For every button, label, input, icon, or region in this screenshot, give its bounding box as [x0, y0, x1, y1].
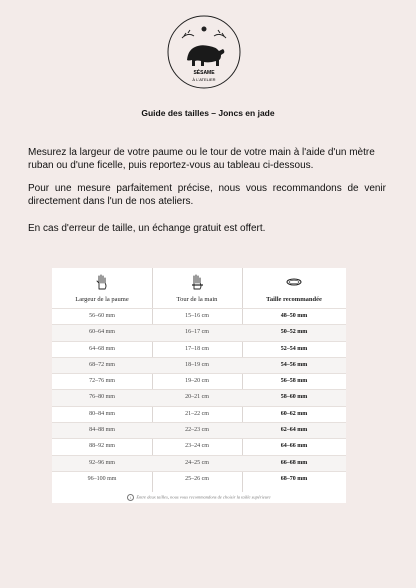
paragraph-precise: Pour une mesure parfaitement précise, nous vous recommandons de venir directement dans l'un de nos ateliers. — [28, 183, 386, 207]
palm-width-cell: 88–92 mm — [89, 443, 115, 450]
recommended-size-cell: 68–70 mm — [280, 475, 308, 482]
hand-circumference-cell: 19–20 cm — [185, 378, 209, 385]
logo-line2: À L'ATELIER — [192, 77, 216, 82]
table-row — [52, 455, 346, 471]
column-header-hand — [152, 268, 242, 308]
table-row — [52, 341, 346, 357]
hand-circumference-cell: 22–23 cm — [185, 427, 209, 434]
column-header-palm — [52, 268, 152, 308]
recommended-size-cell: 62–64 mm — [280, 427, 308, 434]
column-label-hand: Tour de la main — [176, 296, 218, 303]
brand-logo — [166, 14, 242, 90]
column-header-size — [242, 268, 346, 308]
palm-width-cell: 56–60 mm — [89, 313, 115, 319]
table-note-text: Entre deux tailles, nous vous recommandons de choisir la taille supérieure — [136, 494, 271, 500]
table-row — [52, 308, 346, 324]
table-row — [52, 422, 346, 438]
table-row — [52, 389, 346, 405]
palm-width-cell: 72–76 mm — [89, 378, 115, 385]
palm-width-cell: 68–72 mm — [89, 361, 115, 368]
table-header — [52, 268, 346, 308]
recommended-size-cell: 52–54 mm — [280, 345, 308, 352]
info-icon: i — [127, 494, 134, 501]
table-row — [52, 324, 346, 340]
hand-circumference-cell: 24–25 cm — [185, 459, 209, 466]
recommended-size-cell: 54–56 mm — [280, 361, 308, 368]
table-row — [52, 471, 346, 487]
recommended-size-cell: 58–60 mm — [280, 394, 308, 401]
hand-circumference-cell: 23–24 cm — [185, 443, 209, 450]
hand-circumference-cell: 16–17 cm — [185, 329, 209, 336]
bear-emblem-icon — [166, 14, 242, 90]
palm-width-cell: 64–68 mm — [89, 345, 115, 352]
palm-width-cell: 92–96 mm — [89, 459, 115, 466]
column-label-palm: Largeur de la paume — [75, 296, 129, 303]
recommended-size-cell: 66–68 mm — [280, 459, 308, 466]
bangle-icon — [286, 274, 302, 290]
table-row — [52, 406, 346, 422]
hand-circumference-cell: 18–19 cm — [185, 361, 209, 368]
palm-width-cell: 60–64 mm — [89, 329, 115, 336]
table-row — [52, 357, 346, 373]
hand-measure-icon — [189, 274, 205, 290]
table-row — [52, 373, 346, 389]
palm-width-cell: 76–80 mm — [89, 394, 115, 401]
palm-icon — [94, 274, 110, 290]
page-title: Guide des tailles – Joncs en jade — [141, 108, 275, 118]
hand-circumference-cell: 17–18 cm — [185, 345, 209, 352]
recommended-size-cell: 56–58 mm — [280, 378, 308, 385]
hand-circumference-cell: 15–16 cm — [185, 313, 209, 319]
hand-circumference-cell: 20–21 cm — [185, 394, 209, 401]
hand-circumference-cell: 25–26 cm — [185, 475, 209, 482]
palm-width-cell: 96–100 mm — [87, 475, 117, 482]
paragraph-measure: Mesurez la largeur de votre paume ou le tour de votre main à l'aide d'un mètre ruban ou d'une ficelle, puis reportez-vous au tableau ci-dessous. — [28, 147, 375, 171]
palm-width-cell: 84–88 mm — [89, 427, 115, 434]
logo-line1: SÉSAME — [193, 70, 215, 76]
recommended-size-cell: 48–50 mm — [280, 313, 308, 319]
palm-width-cell: 80–84 mm — [89, 410, 115, 417]
hand-circumference-cell: 21–22 cm — [185, 410, 209, 417]
table-note — [52, 494, 346, 501]
table-body — [52, 308, 346, 487]
paragraph-exchange: En cas d'erreur de taille, un échange gratuit est offert. — [28, 223, 266, 234]
recommended-size-cell: 64–66 mm — [280, 443, 308, 450]
column-label-size: Taille recommandée — [266, 296, 322, 303]
recommended-size-cell: 50–52 mm — [280, 329, 308, 336]
table-row — [52, 438, 346, 454]
size-table — [52, 268, 346, 503]
recommended-size-cell: 60–62 mm — [280, 410, 308, 417]
